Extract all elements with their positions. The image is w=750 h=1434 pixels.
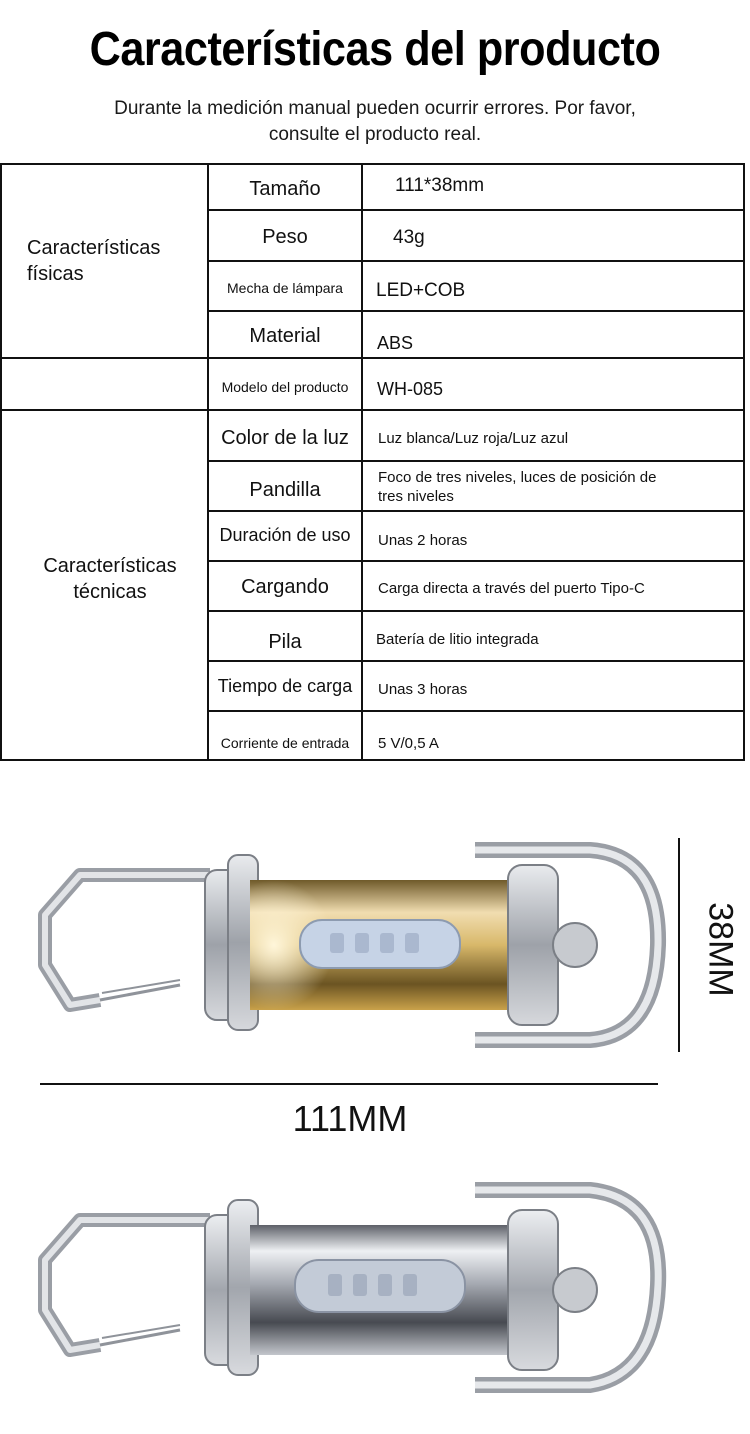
label-light-color: Color de la luz bbox=[221, 427, 349, 449]
height-dimension-line bbox=[678, 838, 680, 1052]
height-dimension-label: 38MM bbox=[701, 902, 740, 997]
group-physical: Características físicas bbox=[27, 237, 161, 285]
value-usage-time: Unas 2 horas bbox=[378, 531, 468, 549]
label-modes: Pandilla bbox=[249, 479, 321, 501]
page-title: Características del producto bbox=[89, 23, 661, 76]
spec-table bbox=[0, 163, 745, 761]
value-size: 111*38mm bbox=[395, 175, 485, 196]
label-charging: Cargando bbox=[241, 576, 329, 598]
length-dimension-line bbox=[40, 1083, 658, 1085]
value-charging: Carga directa a través del puerto Tipo-C bbox=[378, 579, 645, 597]
label-input-current: Corriente de entrada bbox=[220, 735, 350, 751]
value-lamp-wick: LED+COB bbox=[376, 280, 466, 301]
measurement-note: Durante la medición manual pueden ocurrir errores. Por favor, consulte el producto real. bbox=[114, 98, 636, 145]
value-model: WH-085 bbox=[377, 378, 444, 399]
label-size: Tamaño bbox=[249, 178, 321, 200]
length-dimension-label: 111MM bbox=[292, 1098, 408, 1139]
label-weight: Peso bbox=[262, 225, 308, 248]
label-lamp-wick: Mecha de lámpara bbox=[227, 280, 343, 296]
table-border-left bbox=[0, 163, 2, 761]
lamp-gold-view bbox=[30, 835, 670, 1060]
value-charge-time: Unas 3 horas bbox=[378, 680, 468, 698]
value-modes: Foco de tres niveles, luces de posición de tres niveles bbox=[378, 469, 657, 505]
label-battery: Pila bbox=[268, 631, 302, 653]
value-light-color: Luz blanca/Luz roja/Luz azul bbox=[378, 429, 569, 447]
label-charge-time: Tiempo de carga bbox=[217, 675, 353, 696]
label-material: Material bbox=[249, 325, 321, 347]
group-technical: Características técnicas bbox=[43, 555, 177, 603]
value-battery: Batería de litio integrada bbox=[376, 630, 539, 648]
label-model: Modelo del producto bbox=[221, 379, 349, 395]
value-weight: 43g bbox=[393, 227, 425, 248]
value-material: ABS bbox=[377, 332, 414, 353]
label-usage-time: Duración de uso bbox=[219, 525, 351, 545]
value-input-current: 5 V/0,5 A bbox=[378, 734, 439, 752]
column-divider bbox=[361, 163, 363, 761]
lamp-silver-view bbox=[30, 1180, 670, 1405]
